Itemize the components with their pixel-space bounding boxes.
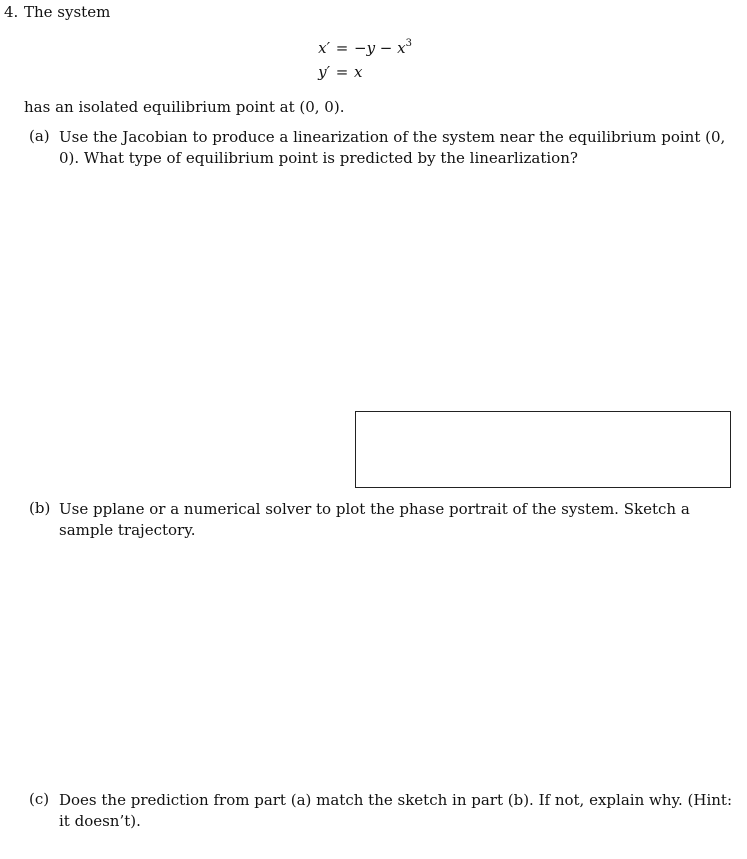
equation-lhs: y′ bbox=[318, 63, 330, 81]
problem-intro: The system bbox=[24, 3, 111, 21]
part-b-text: Use pplane or a numerical solver to plot the phase portrait of the system. Sketch a sample trajectory. bbox=[59, 500, 690, 539]
equation-rhs: −y − x bbox=[354, 39, 406, 57]
equation-x-prime bbox=[300, 38, 412, 57]
part-c-text: Does the prediction from part (a) match the sketch in part (b). If not, explain why. (Hint: it doesn’t). bbox=[59, 791, 732, 830]
problem-number: 4. bbox=[4, 3, 19, 21]
equals-sign: = bbox=[335, 63, 349, 81]
equation-lhs: x′ bbox=[318, 39, 330, 57]
part-c-label: (c) bbox=[29, 790, 50, 808]
equilibrium-statement: has an isolated equilibrium point at (0, 0). bbox=[24, 98, 345, 116]
part-a-label: (a) bbox=[29, 127, 50, 145]
equals-sign: = bbox=[335, 39, 349, 57]
equation-y-prime bbox=[300, 63, 362, 81]
exponent: 3 bbox=[405, 38, 412, 49]
part-a-text: Use the Jacobian to produce a linearization of the system near the equilibrium point (0, 0). What type of equilibrium point is predicted by the linearlization? bbox=[59, 128, 726, 167]
equation-rhs: x bbox=[354, 63, 363, 81]
part-b-label: (b) bbox=[29, 499, 51, 517]
answer-box[interactable] bbox=[355, 411, 731, 488]
